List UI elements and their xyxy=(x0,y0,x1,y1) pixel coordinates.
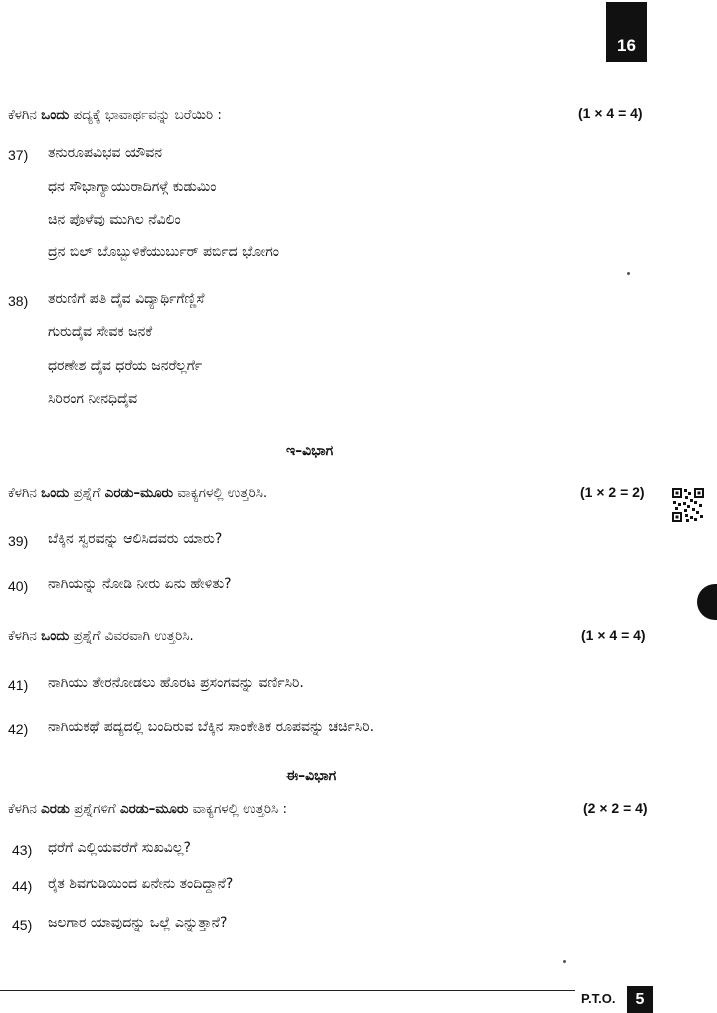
question-number: 42) xyxy=(8,721,29,737)
qr-code-icon xyxy=(672,488,704,522)
poem-line: ಚಿನ ಪೊಳೆವು ಮುಗಿಲ ನೆವಿಲಿಂ xyxy=(48,212,181,228)
question-number: 38) xyxy=(8,293,29,309)
question-text: ಜಲಗಾರ ಯಾವುದನ್ನು ಒಲ್ಲೆ ಎನ್ನುತ್ತಾನೆ? xyxy=(48,915,228,931)
footer-rule xyxy=(0,990,575,991)
poem-line: ಗುರುದೈವ ಸೇವಕ ಜನಕೆ xyxy=(48,324,153,340)
paper-code-text: 16 xyxy=(617,36,636,55)
question-number: 41) xyxy=(8,677,29,693)
scan-speck xyxy=(627,272,630,275)
scan-speck xyxy=(563,960,566,963)
page-thumb-tab xyxy=(697,584,717,620)
question-text: ಧರೆಗೆ ಎಲ್ಲಿಯವರೆಗೆ ಸುಖವಿಲ್ಲ? xyxy=(48,840,191,856)
section-e-marks-2: (1 × 4 = 4) xyxy=(581,627,646,643)
poem-line: ತರುಣಿಗೆ ಪತಿ ದೈವ ವಿದ್ಯಾರ್ಥಿಗೆಣ್ಣಿಸೆ xyxy=(48,291,205,307)
question-number: 39) xyxy=(8,533,29,549)
poem-line: ಸಿರಿರಂಗ ನೀನಧಿದೈವ xyxy=(48,391,138,407)
question-number: 37) xyxy=(8,147,29,163)
question-text: ಬೆಕ್ಕಿನ ಸ್ವರವನ್ನು ಆಲಿಸಿದವರು ಯಾರು? xyxy=(48,531,223,547)
question-text: ನಾಗಿಯಕಥೆ ಪದ್ಯದಲ್ಲಿ ಬಂದಿರುವ ಬೆಕ್ಕಿನ ಸಾಂಕೇತಿಕ ರೂಪವನ್ನು ಚರ್ಚಿಸಿರಿ. xyxy=(48,719,375,735)
section-a-instruction: ಕೆಳಗಿನ ಒಂದು ಪದ್ಯಕ್ಕೆ ಭಾವಾರ್ಥವನ್ನು ಬರೆಯಿರಿ : xyxy=(8,107,222,123)
poem-line: ತನುರೂಪವಿಭವ ಯೌವನ xyxy=(48,145,162,161)
paper-code-badge xyxy=(606,2,647,62)
poem-line: ದ್ರನ ಬಿಲ್ ಬೊಬ್ಬುಳಿಕೆಯುರ್ಬುರ್ ಪರ್ಬಿದ ಭೋಗಂ xyxy=(48,244,279,260)
section-e-instruction-2: ಕೆಳಗಿನ ಒಂದು ಪ್ರಶ್ನೆಗೆ ವಿವರವಾಗಿ ಉತ್ತರಿಸಿ. xyxy=(8,628,194,644)
section-e-instruction-1: ಕೆಳಗಿನ ಒಂದು ಪ್ರಶ್ನೆಗೆ ಎರಡು–ಮೂರು ವಾಕ್ಯಗಳಲ್ಲಿ ಉತ್ತರಿಸಿ. xyxy=(8,485,268,501)
question-text: ರೈತ ಶಿವಗುಡಿಯಿಂದ ಏನೇನು ತಂದಿದ್ದಾನೆ? xyxy=(48,876,234,892)
question-number: 45) xyxy=(12,917,33,933)
section-ee-heading: ಈ–ವಿಭಾಗ xyxy=(286,768,337,784)
poem-line: ಧರಣೇಶ ದೈವ ಧರೆಯ ಜನರೆಲ್ಲರ್ಗೆ xyxy=(48,358,203,374)
question-number: 43) xyxy=(12,842,33,858)
section-e-heading: ಇ–ವಿಭಾಗ xyxy=(286,443,334,459)
section-a-marks: (1 × 4 = 4) xyxy=(578,105,643,121)
question-text: ನಾಗಿಯನ್ನು ನೋಡಿ ನೀರು ಏನು ಹೇಳಿತು? xyxy=(48,576,232,592)
section-e-marks-1: (1 × 2 = 2) xyxy=(580,484,645,500)
page-number-text: 5 xyxy=(635,990,645,1008)
pto-label: P.T.O. xyxy=(581,991,616,1006)
question-text: ನಾಗಿಯು ತೇರನೋಡಲು ಹೊರಟ ಪ್ರಸಂಗವನ್ನು ವರ್ಣಿಸಿರಿ. xyxy=(48,675,304,691)
section-ee-marks: (2 × 2 = 4) xyxy=(583,800,648,816)
section-ee-instruction: ಕೆಳಗಿನ ಎರಡು ಪ್ರಶ್ನೆಗಳಿಗೆ ಎರಡು–ಮೂರು ವಾಕ್ಯಗಳಲ್ಲಿ ಉತ್ತರಿಸಿ : xyxy=(8,801,288,817)
question-number: 44) xyxy=(12,878,33,894)
poem-line: ಧನ ಸೌಭಾಗ್ಯಾಯುರಾದಿಗಳ್ಗೆ ಕುಡುಮಿಂ xyxy=(48,179,217,195)
question-number: 40) xyxy=(8,578,29,594)
page-number-badge xyxy=(627,986,653,1013)
